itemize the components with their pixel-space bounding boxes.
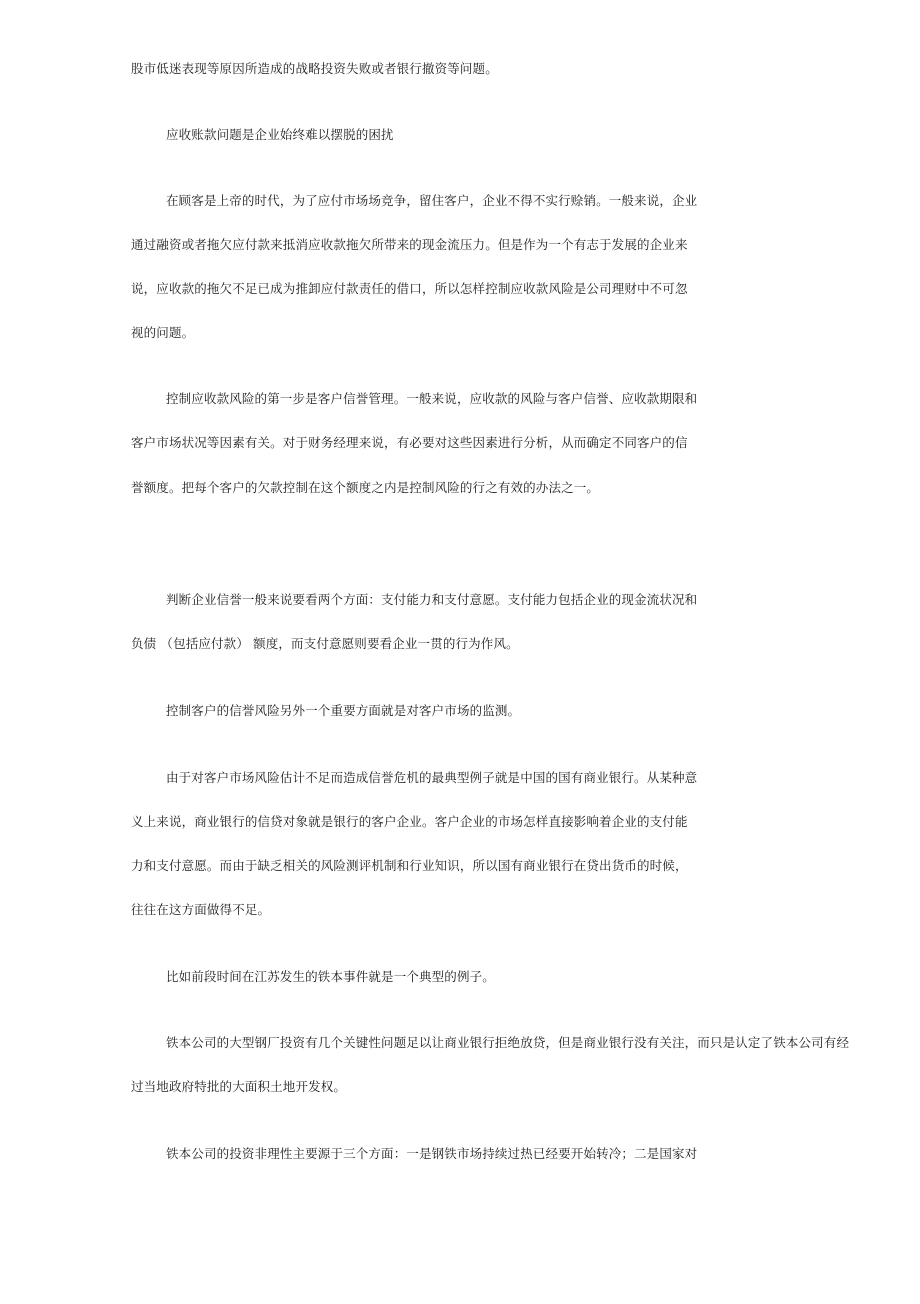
text-line: 誉额度。把每个客户的欠款控制在这个额度之内是控制风险的行之有效的办法之一。 xyxy=(131,480,600,495)
text-line: 过当地政府特批的大面积土地开发权。 xyxy=(131,1079,347,1094)
text-line: 控制客户的信誉风险另外一个重要方面就是对客户市场的监测。 xyxy=(166,703,521,718)
section-heading: 应收账款问题是企业始终难以摆脱的困扰 xyxy=(166,127,394,142)
text-line: 力和支付意愿。而由于缺乏相关的风险测评机制和行业知识，所以国有商业银行在贷出货币的时候， xyxy=(131,858,688,873)
text-line: 比如前段时间在江苏发生的铁本事件就是一个典型的例子。 xyxy=(166,969,495,984)
text-line: 客户市场状况等因素有关。对于财务经理来说，有必要对这些因素进行分析，从而确定不同客户的信 xyxy=(131,435,688,450)
text-line: 通过融资或者拖欠应付款来抵消应收款拖欠所带来的现金流压力。但是作为一个有志于发展的企业来 xyxy=(131,237,688,252)
text-line: 铁本公司的投资非理性主要源于三个方面：一是钢铁市场持续过热已经要开始转冷；二是国家对 xyxy=(166,1146,698,1161)
text-line: 视的问题。 xyxy=(131,325,195,340)
text-line: 往往在这方面做得不足。 xyxy=(131,902,271,917)
text-line: 股市低迷表现等原因所造成的战略投资失败或者银行撤资等问题。 xyxy=(131,61,498,76)
text-line: 控制应收款风险的第一步是客户信誉管理。一般来说，应收款的风险与客户信誉、应收款期限和 xyxy=(166,391,698,406)
text-line: 说，应收款的拖欠不足已成为推卸应付款责任的借口，所以怎样控制应收款风险是公司理财中不可忽 xyxy=(131,281,688,296)
text-line: 义上来说，商业银行的信贷对象就是银行的客户企业。客户企业的市场怎样直接影响着企业的支付能 xyxy=(131,814,688,829)
text-line: 负债 （包括应付款） 额度，而支付意愿则要看企业一贯的行为作风。 xyxy=(131,636,519,651)
text-line: 铁本公司的大型钢厂投资有几个关键性问题足以让商业银行拒绝放贷，但是商业银行没有关注，而只是认定了铁本公司有经 xyxy=(166,1035,850,1050)
text-line: 判断企业信誉一般来说要看两个方面：支付能力和支付意愿。支付能力包括企业的现金流状况和 xyxy=(166,592,698,607)
text-line: 由于对客户市场风险估计不足而造成信誉危机的最典型例子就是中国的国有商业银行。从某种意 xyxy=(166,770,698,785)
text-line: 在顾客是上帝的时代，为了应付市场场竞争，留住客户，企业不得不实行赊销。一般来说，企业 xyxy=(166,193,698,208)
